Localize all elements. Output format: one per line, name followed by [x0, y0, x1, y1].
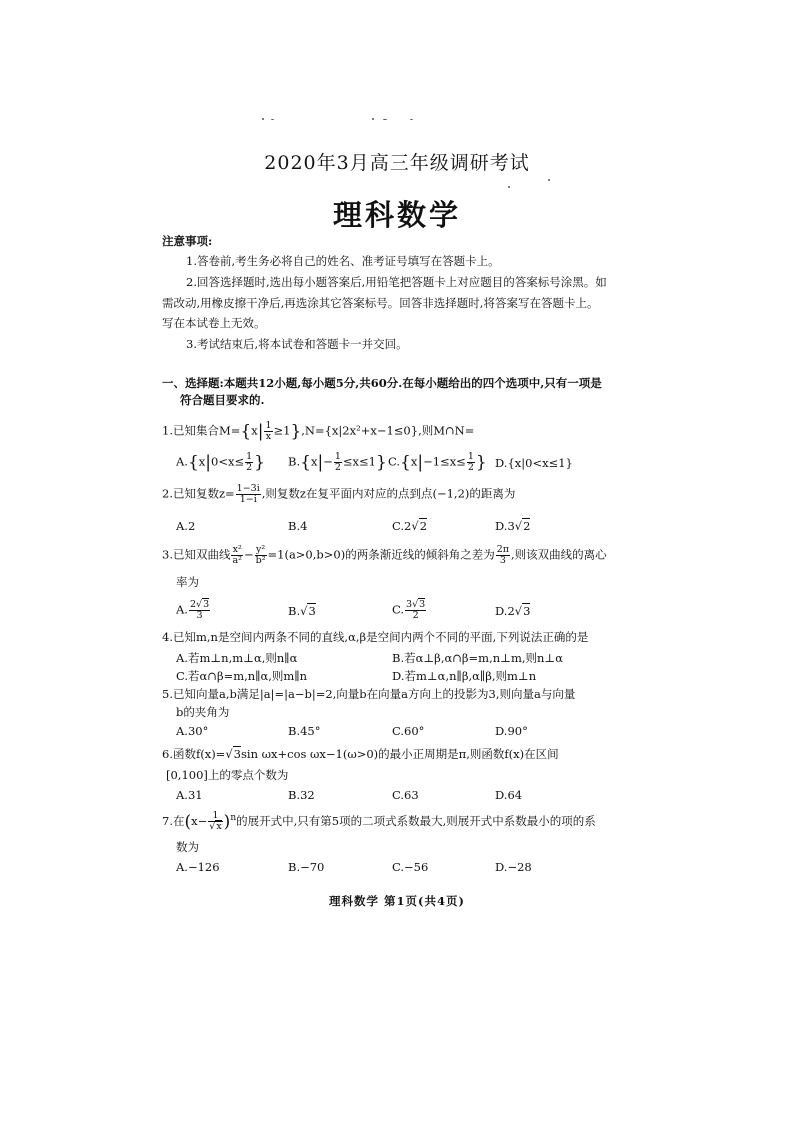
scan-speck — [262, 118, 264, 120]
q3-frac-angle — [496, 545, 510, 566]
q2-d-sqrt-sign: √ — [514, 519, 523, 533]
question-7-stem — [162, 811, 596, 832]
q2-d-pre: D.3 — [495, 519, 515, 533]
q3-stem-d: 率为 — [176, 575, 199, 589]
q7-x: x− — [191, 813, 208, 828]
q4-option-a[interactable]: A.若m⊥n,m⊥α,则n∥α — [176, 651, 298, 665]
q1-a-bar: | — [205, 452, 212, 473]
question-7-stem-line-2: 数为 — [176, 840, 199, 854]
q3-option-c[interactable] — [392, 600, 427, 621]
q7-option-d[interactable]: D.−28 — [495, 860, 532, 874]
q2-option-a[interactable]: A.2 — [176, 519, 196, 533]
q3-option-b[interactable] — [288, 604, 316, 618]
question-1-stem — [162, 421, 474, 442]
q7-stem-b: 的展开式中,只有第5项的二项式系数最大,则展开式中系数最小的项的系 — [236, 813, 596, 828]
q1-a-frac — [245, 452, 253, 473]
q1-c-frac — [467, 452, 475, 473]
scan-speck — [410, 119, 413, 120]
q3-a-sqrt-sign: √ — [196, 599, 203, 610]
notice-item-2-line-3: 写在本试卷上无效。 — [162, 316, 266, 330]
q3-minus: − — [243, 547, 254, 562]
q1-option-a[interactable] — [176, 452, 265, 473]
q7-frac — [208, 811, 222, 832]
q3-c-num-coef: 3 — [406, 599, 413, 610]
q5-option-a[interactable]: A.30° — [176, 724, 209, 738]
q1-b-brace: { — [300, 452, 311, 473]
q3-stem-b: =1(a>0,b>0)的两条渐近线的倾斜角之差为 — [267, 547, 495, 562]
q1-b-frac-den: 2 — [334, 462, 341, 473]
q3-c-radicand: 3 — [419, 599, 426, 610]
q6-option-d[interactable]: D.64 — [495, 788, 523, 802]
q5-option-c[interactable]: C.60° — [392, 724, 425, 738]
q3-angle-den: 3 — [499, 555, 506, 566]
q2-frac — [236, 484, 261, 505]
q4-option-c[interactable]: C.若α∩β=m,n∥α,则m∥n — [176, 669, 308, 683]
q6-option-a[interactable]: A.31 — [176, 788, 203, 802]
q1-c-brace: { — [400, 452, 411, 473]
q6-stem-a: 6.函数f(x)= — [162, 747, 226, 761]
q1-stem-a: 1.已知集合M= — [162, 423, 241, 438]
notice-heading: 注意事项: — [162, 234, 213, 248]
q2-frac-num: 1−3i — [236, 483, 260, 494]
q6-option-c[interactable]: C.63 — [392, 788, 419, 802]
q3-c-frac — [405, 600, 426, 621]
q1-a-brace-close: } — [254, 452, 265, 473]
q1-b-var: x — [310, 454, 318, 469]
question-6-stem-line-2: [0,100]上的零点个数为 — [166, 768, 289, 782]
q3-b-sqrt-sign: √ — [300, 604, 308, 618]
q2-c-sqrt-sign: √ — [411, 519, 419, 533]
notice-item-2-line-2: 需改动,用橡皮擦干净后,再选涂其它答案标号。回答非选择题时,将答案写在答题卡上。 — [162, 296, 599, 310]
question-6-stem-line-1 — [162, 747, 559, 761]
q4-option-b[interactable]: B.若α⊥β,α∩β=m,n⊥m,则n⊥α — [392, 651, 564, 665]
q7-power: n — [230, 813, 237, 823]
q3-c-den: 2 — [412, 610, 419, 621]
q1-stem-b: ,N={x|2x²+x−1≤0},则M∩N= — [301, 423, 475, 438]
q7-frac-den — [208, 822, 222, 832]
q3-f2-den: b² — [255, 555, 266, 566]
q1-brace-open: { — [240, 421, 252, 442]
q5-option-d[interactable]: D.90° — [495, 724, 528, 738]
q3-a-num-coef: 2 — [189, 599, 197, 610]
q1-b-frac — [334, 452, 342, 473]
q1-c-brace-close: } — [475, 452, 487, 473]
q1-brace-close: } — [290, 421, 302, 442]
q1-b-body: ≤x≤1 — [342, 454, 376, 469]
notice-item-1: 1.答卷前,考生务必将自己的姓名、准考证号填写在答题卡上。 — [186, 254, 500, 268]
q7-option-c[interactable]: C.−56 — [392, 860, 429, 874]
q1-c-frac-den: 2 — [467, 462, 474, 473]
q2-c-radicand: 2 — [419, 519, 428, 533]
q2-stem-a: 2.已知复数z= — [162, 486, 235, 501]
q1-bar: | — [257, 421, 264, 442]
q1-c-var: x — [410, 454, 418, 469]
notice-item-2-line-1: 2.回答选择题时,选出每小题答案后,用铅笔把答题卡上对应题目的答案标号涂黑。如 — [186, 275, 607, 289]
q6-sqrt-sign: √ — [225, 747, 233, 761]
scan-speck — [508, 186, 510, 188]
q3-a-label: A. — [176, 602, 188, 617]
question-4-stem: 4.已知m,n是空间内两条不同的直线,α,β是空间内两个不同的平面,下列说法正确的是 — [162, 630, 589, 644]
q1-frac-den: x — [265, 431, 272, 442]
q1-option-d[interactable]: D.{x|0<x≤1} — [495, 456, 573, 470]
q6-option-b[interactable]: B.32 — [288, 788, 315, 802]
section-heading-line-2: 符合题目要求的. — [180, 393, 265, 407]
q3-option-a[interactable] — [176, 600, 211, 621]
q1-c-bar: | — [417, 452, 424, 473]
scan-speck — [271, 119, 274, 120]
q1-c-frac-num: 1 — [467, 451, 474, 462]
q1-a-brace: { — [187, 452, 199, 473]
q1-b-minus: − — [323, 454, 333, 469]
q2-option-c[interactable] — [392, 519, 427, 533]
q1-b-bar: | — [317, 452, 324, 473]
q3-angle-num: 2π — [496, 544, 509, 555]
q1-frac-num: 1 — [265, 420, 272, 431]
q5-option-b[interactable]: B.45° — [288, 724, 321, 738]
q3-d-radicand: 3 — [523, 604, 531, 618]
q1-a-frac-num: 1 — [246, 451, 253, 462]
q3-a-den: 3 — [196, 610, 203, 621]
scan-speck — [548, 179, 550, 181]
exam-title: 2020年3月高三年级调研考试 — [264, 152, 530, 174]
q2-stem-b: ,则复数z在复平面内对应的点到点(−1,2)的距离为 — [261, 486, 516, 501]
q7-paren-close: ) — [223, 811, 231, 832]
q1-a-label: A. — [176, 454, 188, 469]
q2-d-radicand: 2 — [523, 519, 531, 533]
q1-b-brace-close: } — [375, 452, 387, 473]
question-5-stem-line-1: 5.已知向量a,b满足|a|=|a−b|=2,向量b在向量a方向上的投影为3,则向量a与向量 — [162, 687, 576, 701]
q1-c-label: C. — [388, 454, 401, 469]
question-3-stem — [162, 545, 607, 566]
q3-a-frac — [189, 600, 210, 621]
q7-radicand: x — [216, 821, 222, 833]
q1-b-frac-num: 1 — [334, 451, 341, 462]
q1-a-frac-den: 2 — [246, 462, 253, 473]
q3-frac-y — [255, 545, 267, 566]
q3-c-label: C. — [392, 602, 405, 617]
q3-f1-den: a² — [232, 555, 242, 566]
scan-speck — [383, 119, 387, 120]
q6-radicand: 3 — [233, 747, 241, 761]
page-footer: 理科数学 第1页(共4页) — [329, 894, 465, 908]
question-2-stem — [162, 484, 515, 505]
q3-option-d[interactable] — [495, 604, 530, 618]
q1-a-body: 0<x≤ — [211, 454, 245, 469]
q3-a-radicand: 3 — [203, 599, 210, 610]
q3-b-label: B. — [288, 604, 301, 618]
q7-stem-a: 7.在 — [162, 813, 185, 828]
q7-paren-open: ( — [184, 811, 192, 832]
notice-item-3: 3.考试结束后,将本试卷和答题卡一并交回。 — [186, 337, 408, 351]
q1-set-x: x — [251, 423, 258, 438]
q6-stem-b: sin ωx+cos ωx−1(ω>0)的最小正周期是π,则函数f(x)在区间 — [240, 747, 559, 761]
q1-set-rel: ≥1 — [273, 423, 291, 438]
q3-b-radicand: 3 — [308, 604, 316, 618]
q3-d-pre: D.2 — [495, 604, 515, 618]
q2-c-pre: C.2 — [392, 519, 412, 533]
q3-stem-a: 3.已知双曲线 — [162, 547, 231, 562]
q3-f1-num: x² — [232, 544, 242, 555]
q3-stem-c: ,则该双曲线的离心 — [511, 547, 607, 562]
question-5-stem-line-2: b的夹角为 — [176, 705, 230, 719]
q2-frac-den: 1−i — [239, 494, 257, 505]
scan-speck — [372, 118, 374, 120]
q1-c-body: −1≤x≤ — [423, 454, 466, 469]
q1-option-c[interactable] — [388, 452, 487, 473]
q3-f2-num: y² — [255, 544, 266, 555]
q3-c-sqrt-sign: √ — [412, 599, 419, 610]
q7-option-b[interactable]: B.−70 — [288, 860, 325, 874]
q3-frac-x — [231, 545, 242, 566]
q1-a-var: x — [198, 454, 206, 469]
q7-frac-num: 1 — [208, 811, 222, 822]
q2-option-b[interactable]: B.4 — [288, 519, 308, 533]
q7-option-a[interactable]: A.−126 — [176, 860, 220, 874]
section-heading-line-1: 一、选择题:本题共12小题,每小题5分,共60分.在每小题给出的四个选项中,只有一项是 — [162, 376, 602, 390]
q2-option-d[interactable] — [495, 519, 530, 533]
q3-d-sqrt-sign: √ — [514, 604, 523, 618]
q7-sqrt-sign: √ — [209, 821, 216, 833]
q1-option-b[interactable] — [288, 452, 387, 473]
subject-title: 理科数学 — [332, 198, 461, 232]
q1-b-label: B. — [288, 454, 301, 469]
q4-option-d[interactable]: D.若m⊥α,n∥β,α∥β,则m⊥n — [392, 669, 537, 683]
q1-frac — [264, 421, 272, 442]
